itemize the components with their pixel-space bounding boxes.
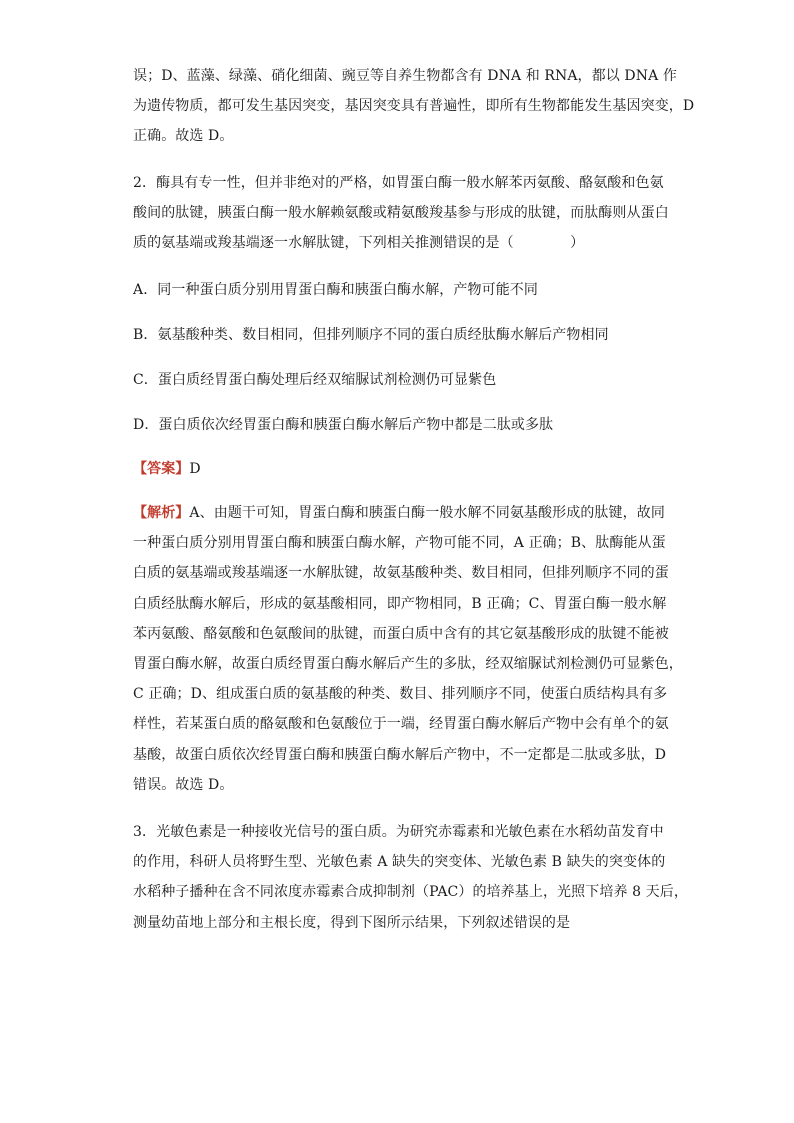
text-line: 白质的氨基端或羧基端逐一水解肽键，故氨基酸种类、数目相同，但排列顺序不同的蛋 <box>133 565 669 582</box>
option-text: B．氨基酸种类、数目相同，但排列顺序不同的蛋白质经肽酶水解后产物相同 <box>133 327 609 343</box>
text-line: 酸间的肽键，胰蛋白酶一般水解赖氨酸或精氨酸羧基参与形成的肽键，而肽酶则从蛋白 <box>133 205 669 222</box>
text-line: 质的氨基端或羧基端逐一水解肽键，下列相关推测错误的是（ ） <box>133 235 585 252</box>
q2-option-a <box>133 275 667 305</box>
text-line: 的作用，科研人员将野生型、光敏色素 A 缺失的突变体、光敏色素 B 缺失的突变体的 <box>133 854 666 871</box>
option-text: C．蛋白质经胃蛋白酶处理后经双缩脲试剂检测仍可显紫色 <box>133 372 497 388</box>
answer-tag: 【答案】 <box>133 461 190 477</box>
option-text: A．同一种蛋白质分别用胃蛋白酶和胰蛋白酶水解，产物可能不同 <box>133 282 539 298</box>
analysis-tag: 【解析】 <box>133 505 190 521</box>
text-line: C 正确；D、组成蛋白质的氨基酸的种类、数目、排列顺序不同，使蛋白质结构具有多 <box>133 686 668 703</box>
text-line: 正确。故选 D。 <box>133 128 234 145</box>
text-line: 测量幼苗地上部分和主根长度，得到下图所示结果，下列叙述错误的是 <box>133 914 571 931</box>
q2-option-d <box>133 410 667 440</box>
q1-explanation-tail <box>133 61 695 152</box>
q2-analysis <box>133 498 683 800</box>
text-line: 基酸，故蛋白质依次经胃蛋白酶和胰蛋白酶水解后产物中，不一定都是二肽或多肽，D <box>133 746 667 763</box>
q2-stem <box>133 168 667 259</box>
text-line: 胃蛋白酶水解，故蛋白质经胃蛋白酶水解后产生的多肽，经双缩脲试剂检测仍可显紫色， <box>133 656 683 673</box>
q2-option-c <box>133 365 667 395</box>
text-line: 苯丙氨酸、酪氨酸和色氨酸间的肽键，而蛋白质中含有的其它氨基酸形成的肽键不能被 <box>133 625 669 642</box>
option-text: D．蛋白质依次经胃蛋白酶和胰蛋白酶水解后产物中都是二肽或多肽 <box>133 417 554 433</box>
text-line: 样性，若某蛋白质的酪氨酸和色氨酸位于一端，经胃蛋白酶水解后产物中会有单个的氨 <box>133 716 669 733</box>
text-line: 为遗传物质，都可发生基因突变，基因突变具有普遍性，即所有生物都能发生基因突变，D <box>133 98 695 115</box>
text-line: A、由题干可知，胃蛋白酶和胰蛋白酶一般水解不同氨基酸形成的肽键，故同 <box>189 505 665 521</box>
text-line: 错误。故选 D。 <box>133 776 234 793</box>
text-line: 3．光敏色素是一种接收光信号的蛋白质。为研究赤霉素和光敏色素在水稻幼苗发育中 <box>133 824 664 840</box>
q2-answer <box>133 454 667 484</box>
text-line: 误；D、蓝藻、绿藻、硝化细菌、豌豆等自养生物都含有 DNA 和 RNA，都以 DNA 作 <box>133 68 677 84</box>
text-line: 一种蛋白质分别用胃蛋白酶和胰蛋白酶水解，产物可能不同，A 正确；B、肽酶能从蛋 <box>133 535 666 552</box>
answer-value: D <box>189 461 201 477</box>
text-line: 白质经肽酶水解后，形成的氨基酸相同，即产物相同，B 正确；C、胃蛋白酶一般水解 <box>133 595 667 612</box>
text-line: 2．酶具有专一性，但并非绝对的严格，如胃蛋白酶一般水解苯丙氨酸、酪氨酸和色氨 <box>133 175 664 191</box>
text-line: 水稻种子播种在含不同浓度赤霉素合成抑制剂（PAC）的培养基上，光照下培养 8 天后， <box>133 884 688 901</box>
q3-stem <box>133 817 688 938</box>
q2-option-b <box>133 320 667 350</box>
